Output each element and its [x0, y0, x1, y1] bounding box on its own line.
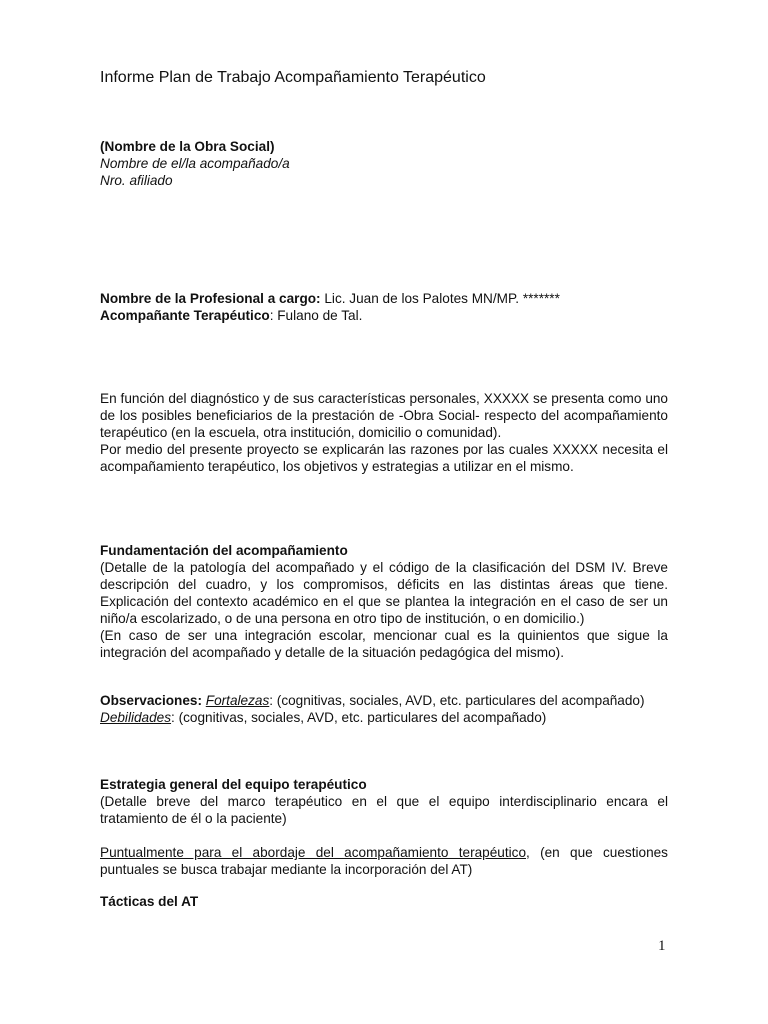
- estrategia-paragraph-1: (Detalle breve del marco terapéutico en el que el equipo interdisciplinario encara el tratamiento de él o la paciente): [100, 794, 668, 826]
- page-number: 1: [658, 938, 666, 954]
- tacticas-heading: Tácticas del AT: [100, 894, 199, 909]
- debilidades-text: : (cognitivas, sociales, AVD, etc. particulares del acompañado): [171, 710, 547, 725]
- professional-block: [100, 290, 668, 324]
- acompanado-name: Nombre de el/la acompañado/a: [100, 156, 290, 171]
- fortalezas-label: Fortalezas: [205, 693, 270, 708]
- observaciones-section: [100, 692, 668, 726]
- at-value: : Fulano de Tal.: [269, 308, 363, 323]
- fortalezas-text: : (cognitivas, sociales, AVD, etc. particulares del acompañado): [269, 693, 645, 708]
- estrategia-underlined: Puntualmente para el abordaje del acompañamiento terapéutico: [100, 845, 527, 860]
- estrategia-heading: Estrategia general del equipo terapéutico: [100, 777, 367, 792]
- intro-paragraph-1: En función del diagnóstico y de sus características personales, XXXXX se presenta como uno de los posibles beneficiarios de la prestación de -Obra Social- respecto del acompañamiento terapéutico (en la escuela, otra institución, domicilio o comunidad).: [100, 391, 668, 440]
- observaciones-label: Observaciones:: [100, 693, 202, 708]
- fundamentacion-paragraph-2: (En caso de ser una integración escolar, mencionar cual es la quinientos que sigue la integración del acompañado y detalle de la situación pedagógica del mismo).: [100, 628, 668, 660]
- debilidades-label: Debilidades: [100, 710, 172, 725]
- estrategia-rest: , (en que cuestiones puntuales se busca trabajar mediante la incorporación del AT): [100, 845, 668, 877]
- fundamentacion-paragraph-1: (Detalle de la patología del acompañado y el código de la clasificación del DSM IV. Breve descripción del cuadro, y los compromisos, déficits en las distintas áreas que tiene. Explicación del contexto académico en el que se plantea la integración en el caso de ser un niño/a escolarizado, o de una persona en otro tipo de institución, o en domicilio.): [100, 560, 668, 626]
- afiliado-number: Nro. afiliado: [100, 173, 173, 188]
- fundamentacion-heading: Fundamentación del acompañamiento: [100, 543, 348, 558]
- at-label: Acompañante Terapéutico: [100, 308, 270, 323]
- fortalezas-line: [100, 692, 668, 709]
- profesional-value: Lic. Juan de los Palotes MN/MP. *******: [320, 291, 560, 306]
- debilidades-line: [100, 709, 668, 726]
- intro-section: [100, 390, 668, 475]
- header-block: [100, 138, 668, 189]
- fundamentacion-section: [100, 542, 668, 661]
- intro-paragraph-2: Por medio del presente proyecto se explicarán las razones por las cuales XXXXX necesita el acompañamiento terapéutico, los objetivos y estrategias a utilizar en el mismo.: [100, 442, 668, 474]
- estrategia-section: [100, 776, 668, 878]
- obra-social-label: (Nombre de la Obra Social): [100, 139, 275, 154]
- profesional-label: Nombre de la Profesional a cargo:: [100, 291, 321, 306]
- tacticas-section: [100, 893, 668, 910]
- estrategia-paragraph-2: [100, 844, 668, 878]
- document-title: Informe Plan de Trabajo Acompañamiento Terapéutico: [100, 69, 486, 86]
